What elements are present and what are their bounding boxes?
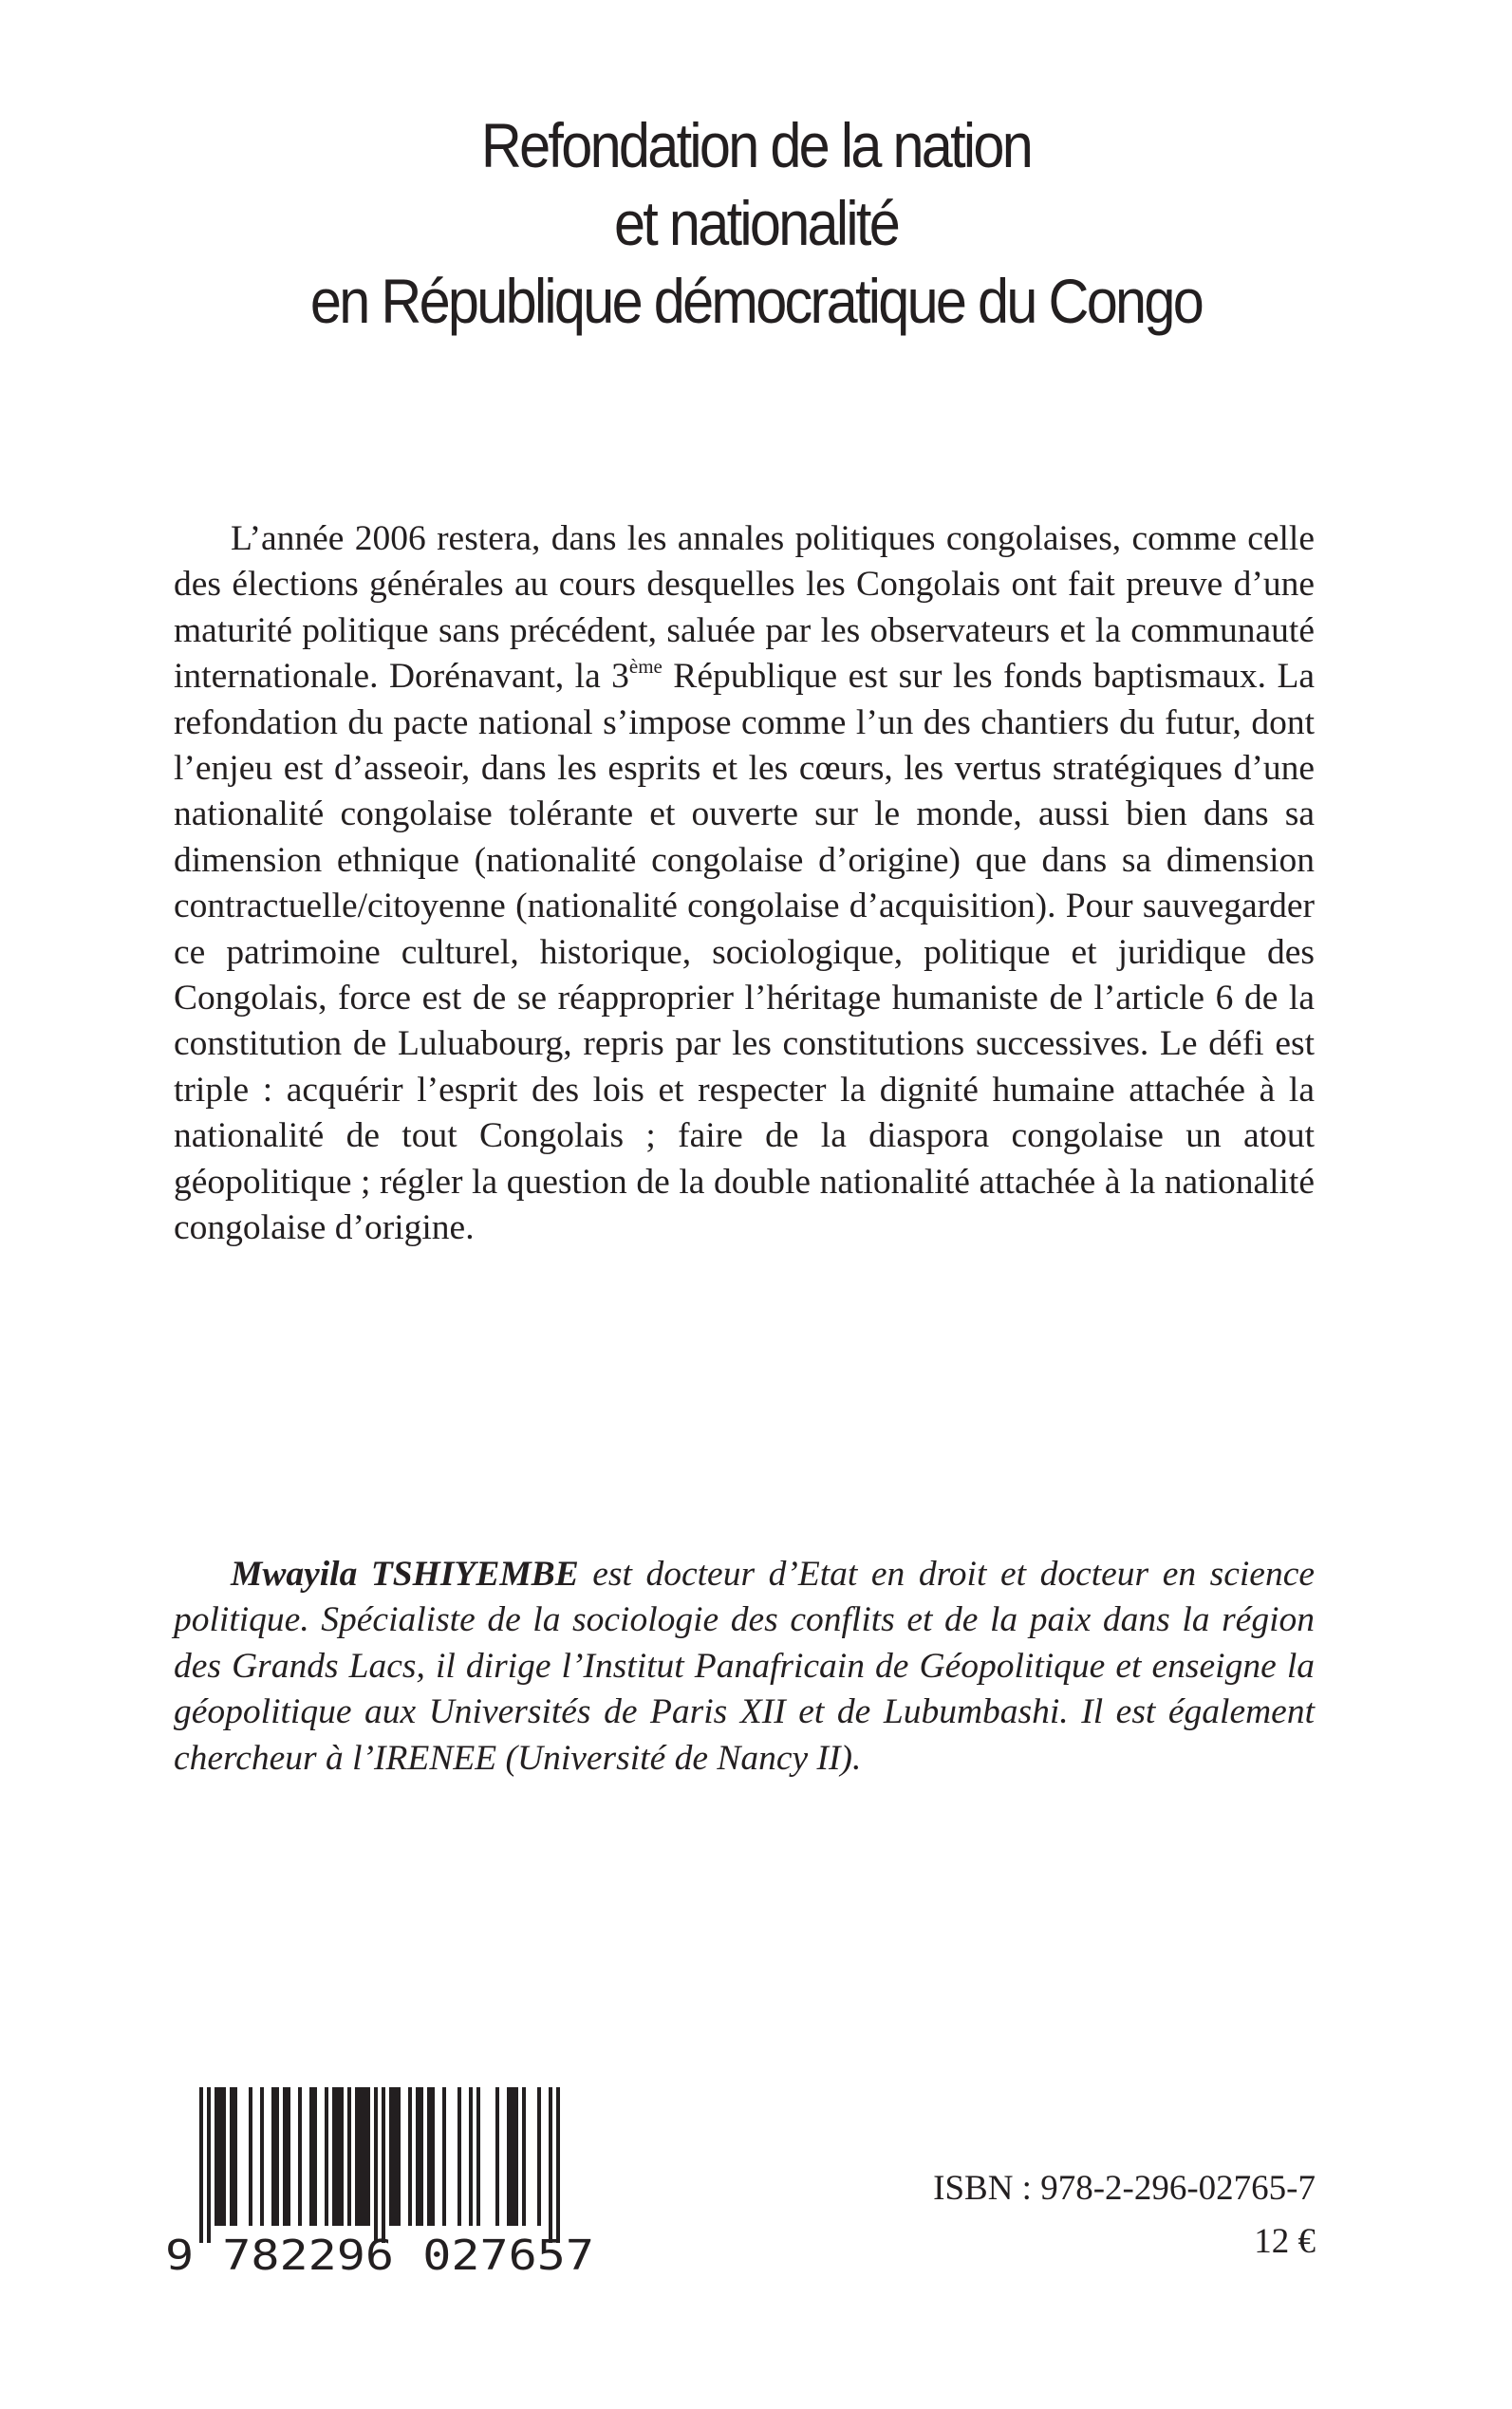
barcode-bars — [199, 2087, 560, 2243]
barcode-guard-bar — [374, 2087, 378, 2243]
summary-text-part-2: République est sur les fonds baptismaux. La refondation du pacte national s’impose comme l’un des chantiers du futur, dont l’enjeu est d’asseoir, dans les esprits et les cœurs, les vertus stratégiques d’une nationalité congolaise tolérante et ouverte sur le monde, aussi bien dans sa dimension ethnique (nationalité congolaise d’origine) que dans sa dimension contractuelle/citoyenne (nationalité congolaise d’acquisition). Pour sauvegarder ce patrimoine culturel, historique, sociologique, politique et juridique des Congolais, force est de se réapproprier l’héritage humaniste de l’article 6 de la constitution de Luluabourg, repris par les constitutions successives. Le défi est triple : acquérir l’esprit des lois et respecter la dignité humaine attachée à la nationalité de tout Congolais ; faire de la diaspora congolaise un atout géopolitique ; régler la question de la double nationalité attachée à la nationalité congolaise d’origine. — [174, 657, 1315, 1248]
barcode-bar — [275, 2087, 279, 2226]
barcode-bar — [336, 2087, 340, 2226]
barcode-guard-bar — [382, 2087, 385, 2243]
barcode-bar — [287, 2087, 290, 2226]
barcode-bar — [442, 2087, 446, 2226]
book-title — [76, 106, 1437, 340]
barcode-bar — [363, 2087, 366, 2226]
barcode-guard-bar — [207, 2087, 211, 2243]
summary-superscript: ème — [628, 655, 663, 679]
barcode-bar — [271, 2087, 275, 2226]
author-name: Mwayila TSHIYEMBE — [231, 1555, 579, 1594]
barcode-bar — [514, 2087, 518, 2226]
barcode-bar — [340, 2087, 344, 2226]
barcode-bar — [469, 2087, 473, 2226]
author-bio — [174, 1552, 1315, 1782]
barcode-bar — [347, 2087, 351, 2226]
barcode-bar — [309, 2087, 313, 2226]
barcode-bar — [366, 2087, 370, 2226]
barcode-bar — [495, 2087, 499, 2226]
barcode-bar — [522, 2087, 526, 2226]
barcode-bar — [313, 2087, 317, 2226]
barcode-bar — [537, 2087, 541, 2226]
price: 12 € — [1254, 2222, 1316, 2261]
barcode-bar — [427, 2087, 431, 2226]
author-bio-text: est docteur d’Etat en droit et docteur en science politique. Spécialiste de la sociologie des conflits et de la paix dans la région des Grands Lacs, il dirige l’Institut Panafricain de Géopolitique et enseigne la géopolitique aux Universités de Paris XII et de Lubumbashi. Il est également chercheur à l’IRENEE (Université de Nancy II). — [174, 1555, 1315, 1778]
barcode-bar — [230, 2087, 233, 2226]
barcode-bar — [283, 2087, 287, 2226]
barcode-bar — [408, 2087, 412, 2226]
barcode-bar — [222, 2087, 226, 2226]
barcode-bar — [249, 2087, 252, 2226]
barcode-guard-bar — [556, 2087, 560, 2243]
barcode-bar — [397, 2087, 401, 2226]
title-line-1: Refondation de la nation — [480, 110, 1032, 180]
summary-text-part-1: L’année 2006 restera, dans les annales politiques congolaises, comme celle des élections générales au cours desquelles les Congolais ont fait preuve d’une maturité politique sans précédent, saluée par les observateurs et la communauté internationale. Dorénavant, la 3 — [174, 519, 1315, 697]
summary-paragraph — [174, 516, 1315, 1252]
barcode-bar — [507, 2087, 511, 2226]
barcode-bar — [359, 2087, 363, 2226]
barcode-bar — [511, 2087, 514, 2226]
barcode-bar — [416, 2087, 420, 2226]
barcode-bar — [233, 2087, 237, 2226]
barcode-bar — [332, 2087, 336, 2226]
barcode-bar — [355, 2087, 359, 2226]
barcode-bar — [476, 2087, 480, 2226]
title-line-2: et nationalité — [613, 188, 899, 258]
barcode-guard-bar — [549, 2087, 552, 2243]
barcode-bar — [298, 2087, 302, 2226]
barcode-bar — [431, 2087, 435, 2226]
barcode-bar — [393, 2087, 397, 2226]
title-line-3: en République démocratique du Congo — [309, 266, 1203, 336]
barcode-bar — [457, 2087, 461, 2226]
barcode-guard-bar — [199, 2087, 203, 2243]
barcode-bar — [260, 2087, 264, 2226]
barcode-bar — [218, 2087, 222, 2226]
isbn-number: ISBN : 978-2-296-02765-7 — [933, 2169, 1316, 2208]
barcode-bar — [420, 2087, 423, 2226]
barcode-bar — [215, 2087, 218, 2226]
barcode-bar — [389, 2087, 393, 2226]
barcode — [165, 2087, 594, 2277]
barcode-bar — [325, 2087, 328, 2226]
barcode-digits: 9 782296 027657 — [165, 2232, 594, 2277]
barcode-graphic — [165, 2087, 594, 2277]
